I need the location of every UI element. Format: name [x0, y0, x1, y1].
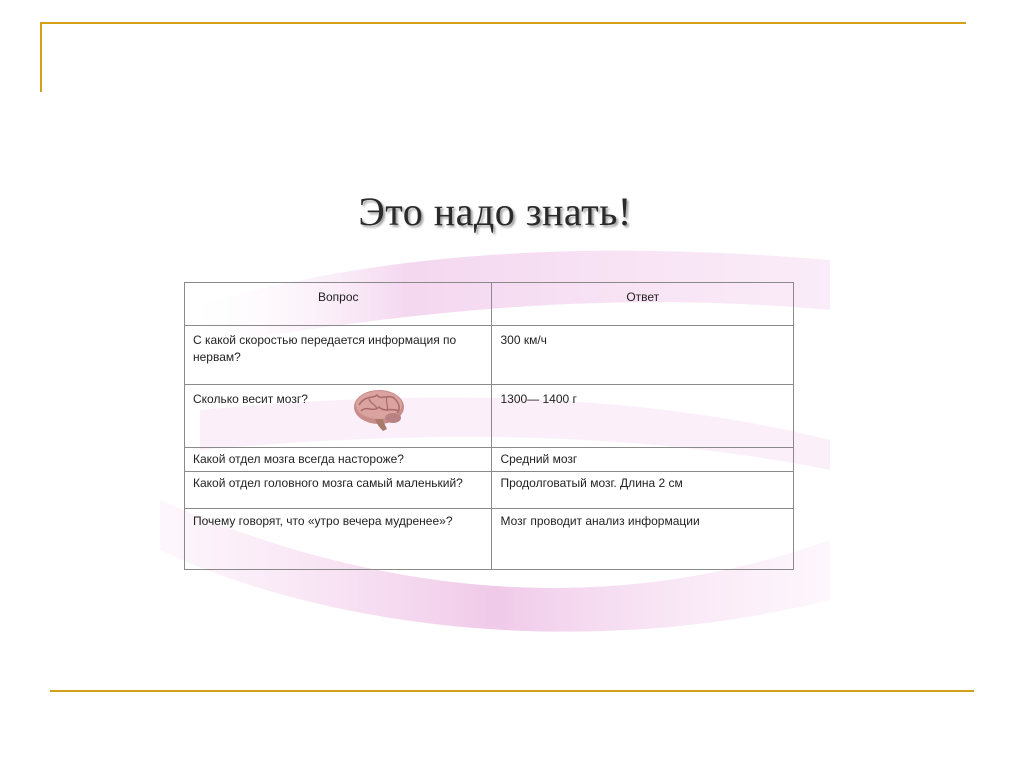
table-row: [185, 448, 794, 472]
table-row: [185, 472, 794, 509]
frame-bottom-line: [50, 690, 974, 692]
question-cell-with-icon: [185, 385, 492, 448]
question-cell: Почему говорят, что «утро вечера мудренее»?: [185, 509, 492, 570]
answer-cell: Продолговатый мозг. Длина 2 см: [492, 472, 794, 509]
table-header-row: [185, 283, 794, 326]
answer-cell: 1300— 1400 г: [492, 385, 794, 448]
question-cell: Какой отдел мозга всегда настороже?: [185, 448, 492, 472]
slide-title: Это надо знать!: [358, 189, 632, 234]
table-row: [185, 385, 794, 448]
qa-table: [184, 282, 794, 570]
answer-cell: Мозг проводит анализ информации: [492, 509, 794, 570]
frame-top-line: [40, 22, 966, 24]
answer-cell: 300 км/ч: [492, 326, 794, 385]
column-header-answer: Ответ: [492, 283, 794, 326]
frame-left-line: [40, 22, 42, 92]
answer-cell: Средний мозг: [492, 448, 794, 472]
table-row: [185, 326, 794, 385]
question-cell: С какой скоростью передается информация по нервам?: [185, 326, 492, 385]
slide-content-image: [160, 160, 830, 640]
question-text: Сколько весит мозг?: [193, 392, 308, 406]
table-row: [185, 509, 794, 570]
brain-icon: [349, 385, 409, 435]
column-header-question: Вопрос: [185, 283, 492, 326]
question-cell: Какой отдел головного мозга самый маленький?: [185, 472, 492, 509]
question-text-wrap: [193, 391, 483, 408]
